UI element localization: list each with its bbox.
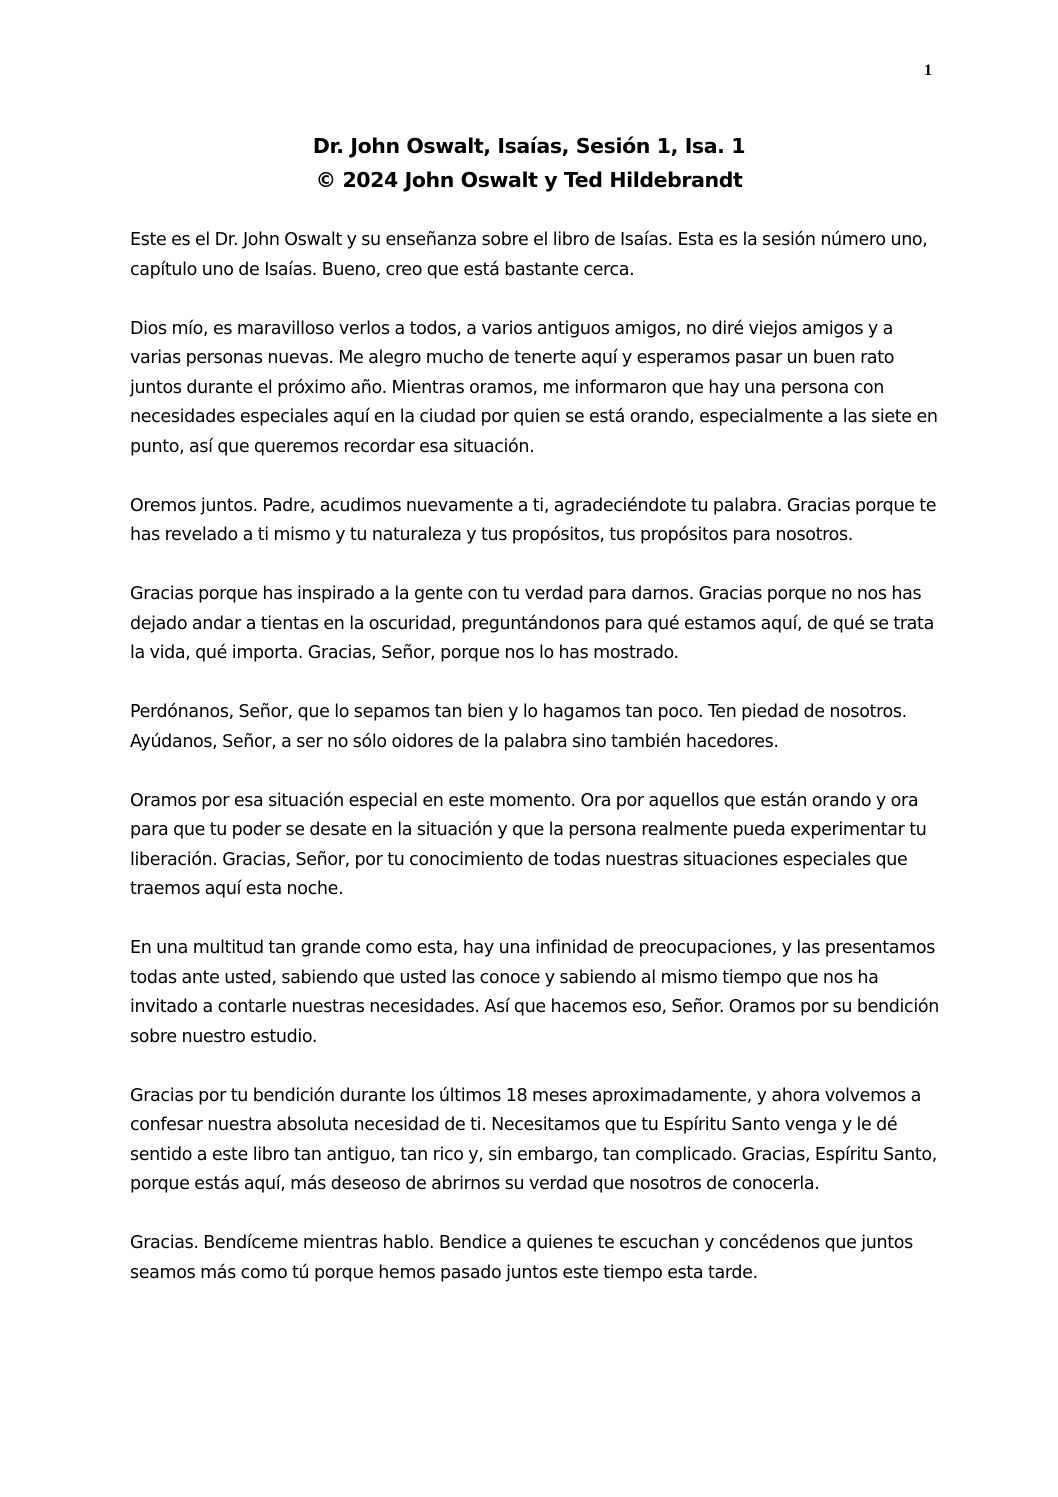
paragraph-1: Este es el Dr. John Oswalt y su enseñanza sobre el libro de Isaías. Esta es la sesión número uno, capítulo uno de Isaías. Bueno, creo que está bastante cerca. xyxy=(130,230,928,280)
paragraph-2: Dios mío, es maravilloso verlos a todos, a varios antiguos amigos, no diré viejos amigos y a varias personas nuevas. Me alegro mucho de tenerte aquí y esperamos pasar un buen rato juntos durante el próximo año. Mientras oramos, me informaron que hay una persona con necesidades especiales aquí en la ciudad por quien se está orando, especialmente a las siete en punto, así que queremos recordar esa situación. xyxy=(130,318,938,457)
title-line-1: Dr. John Oswalt, Isaías, Sesión 1, Isa. 1 xyxy=(312,134,746,158)
page-number: 1 xyxy=(924,62,932,79)
paragraph-4: Gracias porque has inspirado a la gente con tu verdad para darnos. Gracias porque no nos has dejado andar a tientas en la oscuridad, preguntándonos para qué estamos aquí, de qué se trata la vida, qué importa. Gracias, Señor, porque nos lo has mostrado. xyxy=(130,584,934,663)
document-body xyxy=(130,226,940,1318)
paragraph-5: Perdónanos, Señor, que lo sepamos tan bien y lo hagamos tan poco. Ten piedad de nosotros. Ayúdanos, Señor, a ser no sólo oidores de la palabra sino también hacedores. xyxy=(130,702,907,752)
paragraph-8: Gracias por tu bendición durante los últimos 18 meses aproximadamente, y ahora volvemos a confesar nuestra absoluta necesidad de ti. Necesitamos que tu Espíritu Santo venga y le dé sentido a este libro tan antiguo, tan rico y, sin embargo, tan complicado. Gracias, Espíritu Santo, porque estás aquí, más deseoso de abrirnos su verdad que nosotros de conocerla. xyxy=(130,1085,937,1194)
title-line-2: © 2024 John Oswalt y Ted Hildebrandt xyxy=(315,168,743,192)
paragraph-6: Oramos por esa situación especial en este momento. Ora por aquellos que están orando y ora para que tu poder se desate en la situación y que la persona realmente pueda experimentar tu liberación. Gracias, Señor, por tu conocimiento de todas nuestras situaciones especiales que traemos aquí esta noche. xyxy=(130,790,927,899)
paragraph-9: Gracias. Bendíceme mientras hablo. Bendice a quienes te escuchan y concédenos que juntos seamos más como tú porque hemos pasado juntos este tiempo esta tarde. xyxy=(130,1233,913,1283)
paragraph-7: En una multitud tan grande como esta, hay una infinidad de preocupaciones, y las presentamos todas ante usted, sabiendo que usted las conoce y sabiendo al mismo tiempo que nos ha invitado a contarle nuestras necesidades. Así que hacemos eso, Señor. Oramos por su bendición sobre nuestro estudio. xyxy=(130,938,939,1047)
document-title xyxy=(0,129,1058,197)
paragraph-3: Oremos juntos. Padre, acudimos nuevamente a ti, agradeciéndote tu palabra. Gracias porque te has revelado a ti mismo y tu naturaleza y tus propósitos, tus propósitos para nosotros. xyxy=(130,495,937,545)
